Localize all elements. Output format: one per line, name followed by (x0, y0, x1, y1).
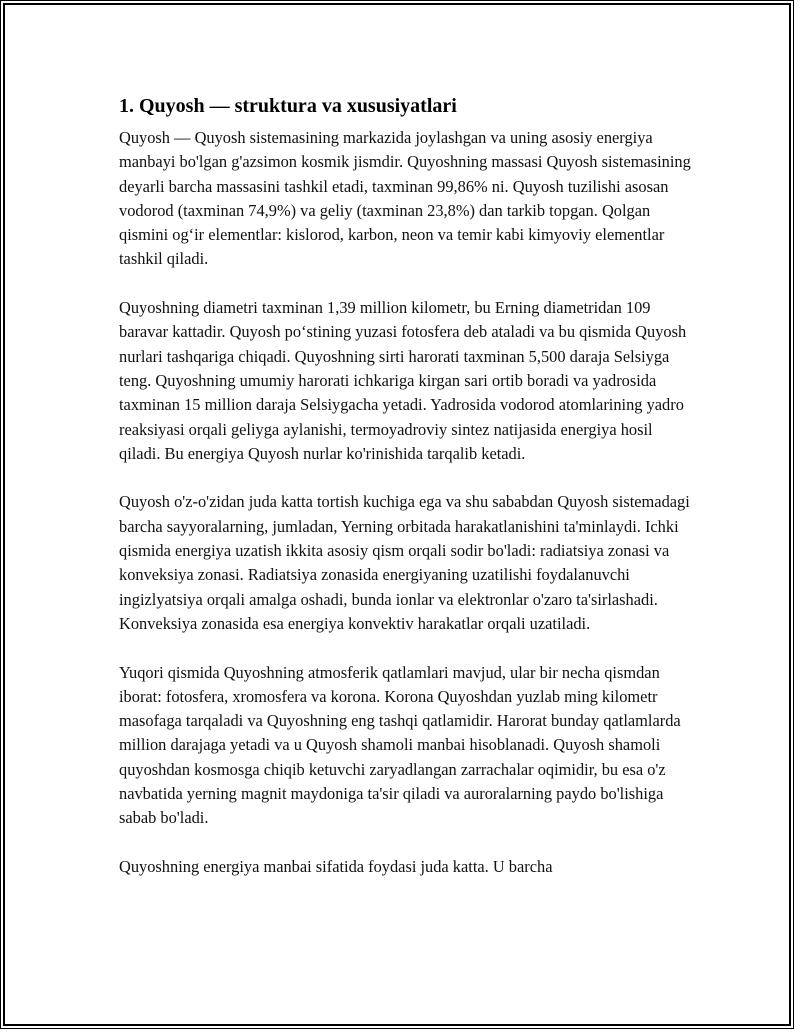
paragraph-2: Quyoshning diametri taxminan 1,39 million kilometr, bu Erning diametridan 109 baravar kattadir. Quyosh po‘stining yuzasi fotosfera deb ataladi va bu qismida Quyosh nurlari tashqariga chiqadi. Quyoshning sirti harorati taxminan 5,500 daraja Selsiyga teng. Quyoshning umumiy harorati ichkariga kirgan sari ortib boradi va yadrosida taxminan 15 million daraja Selsiygacha yetadi. Yadrosida vodorod atomlarining yadro reaksiyasi orqali geliyga aylanishi, termoyadroviy sintez natijasida energiya hosil qiladi. Bu energiya Quyosh nurlar ko'rinishida tarqalib ketadi. (119, 298, 687, 463)
paragraph-4: Yuqori qismida Quyoshning atmosferik qatlamlari mavjud, ular bir necha qismdan iborat: fotosfera, xromosfera va korona. Korona Quyoshdan yuzlab ming kilometr masofaga tarqaladi va Quyoshning eng tashqi qatlamidir. Harorat bunday qatlamlarda million darajaga yetadi va u Quyosh shamoli manbai hisoblanadi. Quyosh shamoli quyoshdan kosmosga chiqib ketuvchi zaryadlangan zarrachalar oqimidir, bu esa o'z navbatida yerning magnit maydoniga ta'sir qiladi va auroralarning paydo bo'lishiga sabab bo'ladi. (119, 662, 681, 828)
paragraph-3: Quyosh o'z-o'zidan juda katta tortish kuchiga ega va shu sababdan Quyosh sistemadagi barcha sayyoralarning, jumladan, Yerning orbitada harakatlanishini ta'minlaydi. Ichki qismida energiya uzatish ikkita asosiy qism orqali sodir bo'ladi: radiatsiya zonasi va konveksiya zonasi. Radiatsiya zonasida energiyaning uzatilishi foydalanuvchi ingizlyatsiya orqali amalga oshadi, bunda ionlar va elektronlar o'zaro ta'sirlashadi. Konveksiya zonasida esa energiya konvektiv harakatlar orqali uzatiladi. (119, 492, 690, 633)
document-title: 1. Quyosh — struktura va xususiyatlari (119, 95, 457, 117)
paragraph-5: Quyoshning energiya manbai sifatida foydasi juda katta. U barcha (119, 856, 553, 876)
paragraph-1: Quyosh — Quyosh sistemasining markazida joylashgan va uning asosiy energiya manbayi bo'lgan g'azsimon kosmik jismdir. Quyoshning massasi Quyosh sistemasining deyarli barcha massasini tashkil etadi, taxminan 99,86% ni. Quyosh tuzilishi asosan vodorod (taxminan 74,9%) va geliy (taxminan 23,8%) dan tarkib topgan. Qolgan qismini og‘ir elementlar: kislorod, karbon, neon va temir kabi kimyoviy elementlar tashkil qiladi. (119, 128, 691, 269)
document-body (119, 92, 694, 904)
